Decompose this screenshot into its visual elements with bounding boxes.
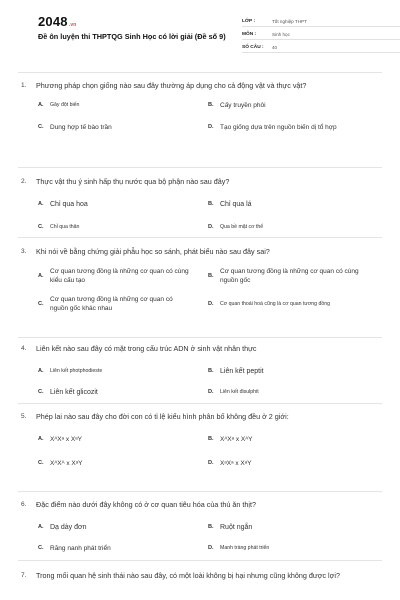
question-stem xyxy=(18,500,382,510)
option-letter: D. xyxy=(208,301,214,307)
option-d[interactable] xyxy=(208,458,378,468)
document-title: Đề ôn luyện thi THPTQG Sinh Học có lời giải (Đề số 9) xyxy=(38,32,226,41)
option-text: Dạ dày đơn xyxy=(50,523,87,531)
question-text: Liên kết nào sau đây có mặt trong cấu trúc ADN ở sinh vật nhân thực xyxy=(36,344,257,353)
option-letter: B. xyxy=(208,368,214,374)
option-b[interactable] xyxy=(208,522,378,532)
option-b[interactable] xyxy=(208,366,378,376)
option-text: Răng nanh phát triển xyxy=(50,544,111,552)
question-stem xyxy=(18,81,382,91)
option-letter: A. xyxy=(38,201,44,207)
option-letter: A. xyxy=(38,102,44,108)
option-letter: D. xyxy=(208,460,214,466)
question-text: Trong mối quan hệ sinh thái nào sau đây, có một loài không bị hại nhưng cũng không được lợi? xyxy=(36,571,340,580)
logo-text: 2048 xyxy=(38,14,68,29)
question-stem xyxy=(18,571,382,581)
question-text: Phương pháp chọn giống nào sau đây thường áp dụng cho cả động vật và thực vật? xyxy=(36,81,307,90)
option-text: Cơ quan tương đồng là những cơ quan có cùng nguồn gốc xyxy=(220,268,359,284)
question-number: 3. xyxy=(21,248,27,255)
option-text: Qua bề mặt cơ thể xyxy=(220,223,264,230)
option-letter: A. xyxy=(38,524,44,530)
option-d[interactable] xyxy=(208,295,378,313)
option-text: Cơ quan tương đồng là những cơ quan có nguồn gốc khác nhau xyxy=(50,296,173,312)
option-letter: C. xyxy=(38,545,44,551)
option-a[interactable] xyxy=(38,100,208,110)
divider xyxy=(18,72,382,73)
option-b[interactable] xyxy=(208,267,378,285)
question-number: 1. xyxy=(21,82,27,89)
question-4 xyxy=(18,344,382,397)
option-a[interactable] xyxy=(38,522,208,532)
option-a[interactable] xyxy=(38,199,208,209)
meta-value: 40 xyxy=(272,45,278,50)
option-b[interactable] xyxy=(208,434,378,444)
option-text: Liên kết glicozit xyxy=(50,388,98,396)
question-stem xyxy=(18,177,382,187)
option-text: Gây đột biến xyxy=(50,101,80,108)
option-text: Liên kết photphodieste xyxy=(50,367,103,374)
option-d[interactable] xyxy=(208,122,378,132)
option-letter: C. xyxy=(38,389,44,395)
option-text: Manh tràng phát triển xyxy=(220,544,270,551)
option-text: Cơ quan tương đồng là những cơ quan có cùng kiểu cấu tạo xyxy=(50,268,189,284)
meta-label: LỚP : xyxy=(242,19,256,24)
question-text: Khi nói về bằng chứng giải phẫu học so sánh, phát biểu nào sau đây sai? xyxy=(36,247,270,256)
option-a[interactable] xyxy=(38,434,208,444)
option-text: Ruột ngắn xyxy=(220,523,253,531)
divider xyxy=(18,167,382,168)
option-letter: C. xyxy=(38,460,44,466)
question-5 xyxy=(18,412,382,468)
meta-value: Sinh học xyxy=(272,32,290,37)
option-c[interactable] xyxy=(38,122,208,132)
question-stem xyxy=(18,344,382,354)
question-2 xyxy=(18,177,382,232)
divider xyxy=(18,237,382,238)
option-c[interactable] xyxy=(38,295,208,313)
option-letter: C. xyxy=(38,301,44,307)
question-text: Thực vật thu ý sinh hấp thụ nước qua bộ phận nào sau đây? xyxy=(36,177,230,186)
question-1 xyxy=(18,81,382,132)
option-letter: B. xyxy=(208,524,214,530)
option-text: XᴬXᵃ x XᴬY xyxy=(220,435,253,443)
option-text: Chỉ qua thân xyxy=(50,223,80,230)
option-letter: D. xyxy=(208,545,214,551)
divider xyxy=(18,403,382,404)
meta-value: Tốt nghiệp THPT xyxy=(272,19,307,24)
question-number: 7. xyxy=(21,572,27,579)
option-text: XᴬXᵃ x XᵃY xyxy=(50,435,82,443)
option-text: Cơ quan thoái hoá cũng là cơ quan tương đồng xyxy=(220,300,331,307)
option-letter: D. xyxy=(208,124,214,130)
divider xyxy=(18,337,382,338)
option-c[interactable] xyxy=(38,222,208,232)
option-letter: B. xyxy=(208,201,214,207)
option-text: Chỉ qua hoa xyxy=(50,200,88,208)
site-logo[interactable] xyxy=(38,14,77,29)
option-letter: D. xyxy=(208,389,214,395)
document-header xyxy=(18,0,382,58)
document-meta xyxy=(242,14,400,53)
question-number: 4. xyxy=(21,345,27,352)
option-letter: B. xyxy=(208,102,214,108)
option-text: Liên kết đisulphit xyxy=(220,388,259,395)
question-number: 5. xyxy=(21,413,27,420)
option-letter: A. xyxy=(38,273,44,279)
option-b[interactable] xyxy=(208,100,378,110)
option-letter: A. xyxy=(38,436,44,442)
option-letter: D. xyxy=(208,224,214,230)
option-d[interactable] xyxy=(208,543,378,553)
options xyxy=(38,267,382,313)
question-number: 2. xyxy=(21,178,27,185)
meta-label: SỐ CÂU : xyxy=(242,45,264,50)
divider xyxy=(18,560,382,561)
option-letter: B. xyxy=(208,273,214,279)
option-letter: A. xyxy=(38,368,44,374)
options xyxy=(38,100,382,132)
options xyxy=(38,434,382,468)
option-a[interactable] xyxy=(38,267,208,285)
question-6 xyxy=(18,500,382,553)
option-letter: C. xyxy=(38,224,44,230)
option-text: Liên kết peptit xyxy=(220,367,264,375)
option-c[interactable] xyxy=(38,458,208,468)
question-text: Phép lai nào sau đây cho đời con có tỉ lệ kiểu hình phân bố không đều ở 2 giới: xyxy=(36,412,289,421)
option-c[interactable] xyxy=(38,543,208,553)
option-text: XᴬXᴬ x XᵃY xyxy=(50,459,83,467)
meta-label: MÔN : xyxy=(242,32,257,37)
question-7 xyxy=(18,571,382,581)
meta-row-subject xyxy=(242,27,400,40)
meta-row-class xyxy=(242,14,400,27)
option-text: Dung hợp tế bào trần xyxy=(50,123,112,131)
option-text: Chỉ qua lá xyxy=(220,200,252,208)
options xyxy=(38,366,382,397)
question-text: Đặc điểm nào dưới đây không có ở cơ quan tiêu hóa của thú ăn thịt? xyxy=(36,500,256,509)
meta-row-count xyxy=(242,40,400,53)
options xyxy=(38,522,382,553)
option-letter: B. xyxy=(208,436,214,442)
option-c[interactable] xyxy=(38,387,208,397)
options xyxy=(38,199,382,232)
option-b[interactable] xyxy=(208,199,378,209)
logo-suffix: .vn xyxy=(68,22,77,28)
question-stem xyxy=(18,247,382,257)
option-d[interactable] xyxy=(208,222,378,232)
option-d[interactable] xyxy=(208,387,378,397)
option-a[interactable] xyxy=(38,366,208,376)
option-text: XᵃXᵃ x XᵃY xyxy=(220,459,252,467)
option-text: Tạo giống dựa trên nguồn biến dị tổ hợp xyxy=(220,123,337,131)
option-letter: C. xyxy=(38,124,44,130)
question-stem xyxy=(18,412,382,422)
question-3 xyxy=(18,247,382,313)
divider xyxy=(18,491,382,492)
question-number: 6. xyxy=(21,501,27,508)
option-text: Cấy truyền phôi xyxy=(220,101,266,109)
